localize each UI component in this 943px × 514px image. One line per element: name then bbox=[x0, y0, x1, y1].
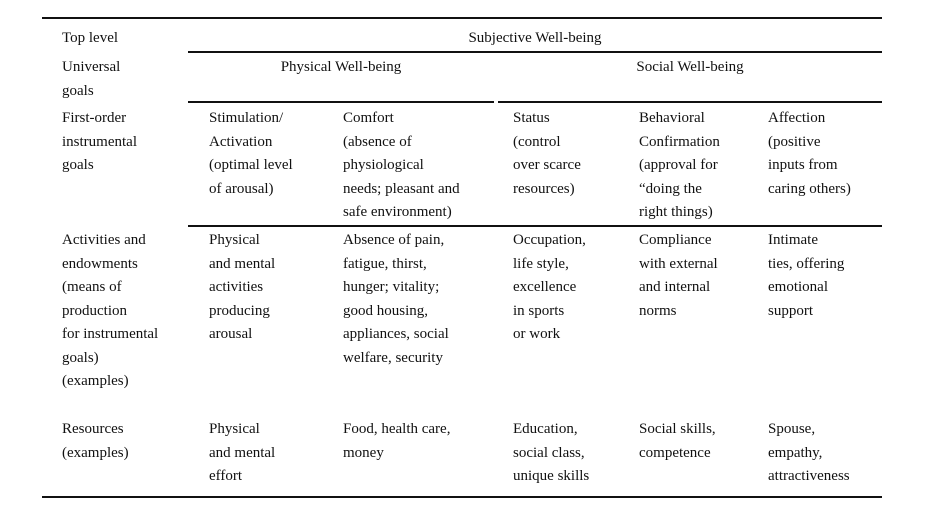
resource-stimulation: Physical and mental effort bbox=[209, 421, 276, 484]
physical-underline bbox=[188, 101, 494, 103]
goal-comfort: Comfort (absence of physiological needs; pleasant and safe environment) bbox=[343, 110, 460, 220]
subjective-underline bbox=[188, 51, 882, 53]
activity-status: Occupation, life style, excellence in sports or work bbox=[513, 232, 586, 342]
row-label-top-level: Top level bbox=[62, 30, 119, 46]
resource-affection: Spouse, empathy, attractiveness bbox=[768, 421, 850, 484]
activity-affection: Intimate ties, offering emotional support bbox=[768, 232, 845, 319]
goal-stimulation: Stimulation/ Activation (optimal level of arousal) bbox=[209, 110, 293, 197]
goals-underline bbox=[188, 225, 882, 227]
resource-status: Education, social class, unique skills bbox=[513, 421, 590, 484]
row-label-activities: Activities and endowments (means of production for instrumental goals) (examples) bbox=[62, 232, 159, 389]
header-social-well-being: Social Well-being bbox=[636, 59, 744, 75]
top-rule bbox=[42, 17, 882, 19]
resource-comfort: Food, health care, money bbox=[343, 421, 451, 461]
goal-behavioral-confirmation: Behavioral Confirmation (approval for “doing the right things) bbox=[639, 110, 720, 220]
row-label-first-order-goals: First-order instrumental goals bbox=[62, 110, 137, 173]
row-label-resources: Resources (examples) bbox=[62, 421, 129, 461]
row-label-universal-goals: Universal goals bbox=[62, 59, 121, 99]
bottom-rule bbox=[42, 496, 882, 498]
goal-status: Status (control over scarce resources) bbox=[513, 110, 581, 197]
goal-affection: Affection (positive inputs from caring others) bbox=[768, 110, 851, 197]
social-underline bbox=[498, 101, 882, 103]
header-physical-well-being: Physical Well-being bbox=[280, 59, 402, 75]
activity-comfort: Absence of pain, fatigue, thirst, hunger; vitality; good housing, appliances, social welfare, security bbox=[343, 232, 449, 366]
header-subjective-well-being: Subjective Well-being bbox=[468, 30, 602, 46]
resource-behavioral-confirmation: Social skills, competence bbox=[639, 421, 716, 461]
activity-stimulation: Physical and mental activities producing arousal bbox=[209, 232, 276, 342]
activity-behavioral-confirmation: Compliance with external and internal norms bbox=[639, 232, 718, 319]
